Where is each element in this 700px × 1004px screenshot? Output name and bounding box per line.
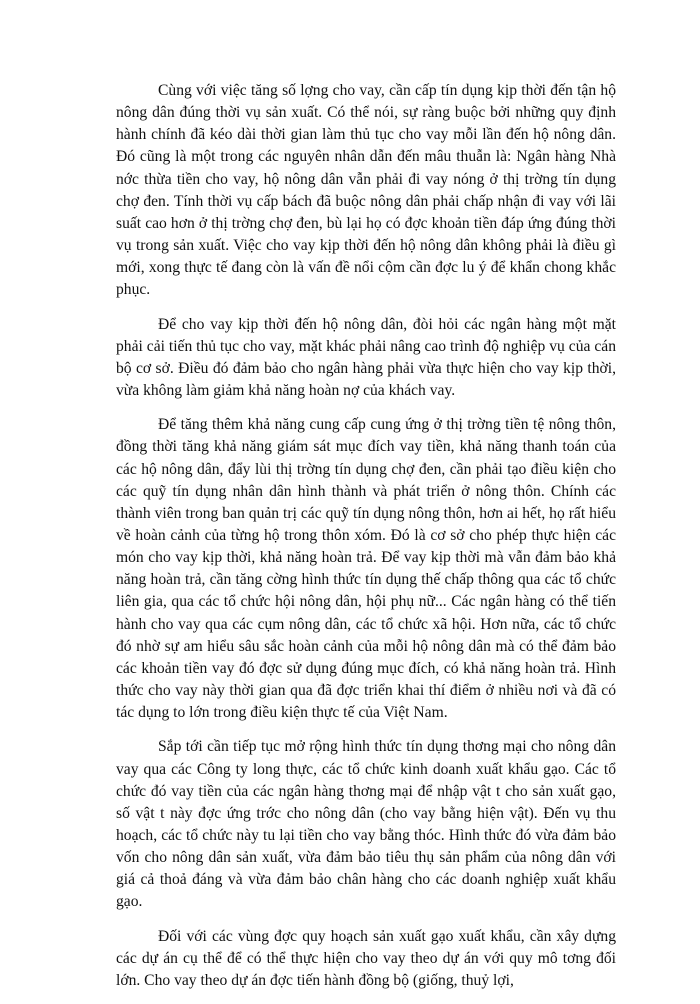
paragraph-5: Đối với các vùng đợc quy hoạch sản xuất gạo xuất khẩu, cần xây dựng các dự án cụ thể để có thể thực hiện cho vay theo dự án với quy mô tơng đối lớn. Cho vay theo dự án đợc tiến hành đồng bộ (giống, thuỷ lợi, bbox=[116, 927, 616, 989]
paragraph-4: Sắp tới cần tiếp tục mở rộng hình thức tín dụng thơng mại cho nông dân vay qua các Công ty long thực, các tổ chức kinh doanh xuất khẩu gạo. Các tổ chức đó vay tiền của các ngân hàng thơng mại để nhập vật t cho sản xuất gạo, số vật t này đợc ứng trớc cho nông dân (cho vay bằng hiện vật). Đến vụ thu hoạch, các tổ chức này tu lại tiền cho vay bằng thóc. Hình thức đó vừa đảm bảo vốn cho nông dân sản xuất, vừa đảm bảo tiêu thụ sản phẩm của nông dân với giá cả thoả đáng và vừa đảm bảo chân hàng cho các doanh nghiệp xuất khẩu gạo. bbox=[116, 738, 616, 911]
paragraph-1: Cùng với việc tăng số lợng cho vay, cần cấp tín dụng kịp thời đến tận hộ nông dân đúng thời vụ sản xuất. Có thể nói, sự ràng buộc bởi những quy định hành chính đã kéo dài thời gian làm thủ tục cho vay mỗi lần đến hộ nông dân. Đó cũng là một trong các nguyên nhân dẫn đến mâu thuẫn là: Ngân hàng Nhà nớc thừa tiền cho vay, hộ nông dân vẫn phải đi vay nóng ở thị trờng tín dụng chợ đen. Tính thời vụ cấp bách đã buộc nông dân phải chấp nhận đi vay với lãi suất cao hơn ở thị trờng chợ đen, bù lại họ có đợc khoản tiền đáp ứng đúng thời vụ trong sản xuất. Việc cho vay kịp thời đến hộ nông dân không phải là điều gì mới, xong thực tế đang còn là vấn đề nổi cộm cần đợc lu ý để khẩn chong khắc phục. bbox=[116, 82, 616, 299]
paragraph-2: Để cho vay kịp thời đến hộ nông dân, đòi hỏi các ngân hàng một mặt phải cải tiến thủ tục cho vay, mặt khác phải nâng cao trình độ nghiệp vụ của cán bộ cơ sở. Điều đó đảm bảo cho ngân hàng phải vừa thực hiện cho vay kịp thời, vừa không làm giảm khả năng hoàn nợ của khách vay. bbox=[116, 315, 616, 400]
paragraph-3: Để tăng thêm khả năng cung cấp cung ứng ở thị trờng tiền tệ nông thôn, đồng thời tăng khả năng giám sát mục đích vay tiền, khả năng thanh toán của các hộ nông dân, đẩy lùi thị trờng tín dụng chợ đen, cần phải tạo điều kiện cho các quỹ tín dụng nhân dân hình thành và phát triển ở nông thôn. Chính các thành viên trong ban quản trị các quỹ tín dụng nông thôn, hơn ai hết, họ rất hiểu về hoàn cảnh của từng hộ trong thôn xóm. Đó là cơ sở cho phép thực hiện các món cho vay kịp thời, khả năng hoàn trả. Để vay kịp thời mà vẫn đảm bảo khả năng hoàn trả, cần tăng cờng hình thức tín dụng thế chấp thông qua các tổ chức liên gia, qua các tổ chức hội nông dân, hội phụ nữ... Các ngân hàng có thể tiến hành cho vay qua các cụm nông dân, các tổ chức xã hội. Hơn nữa, các tổ chức đó nhờ sự am hiểu sâu sắc hoàn cảnh của mỗi hộ nông dân mà có thể đảm bảo các khoản tiền vay đó đợc sử dụng đúng mục đích, có khả năng hoàn trả. Hình thức cho vay này thời gian qua đã đợc triển khai thí điểm ở nhiều nơi và đã có tác dụng to lớn trong điều kiện thực tế của Việt Nam. bbox=[116, 416, 616, 722]
document-page bbox=[116, 80, 616, 1004]
